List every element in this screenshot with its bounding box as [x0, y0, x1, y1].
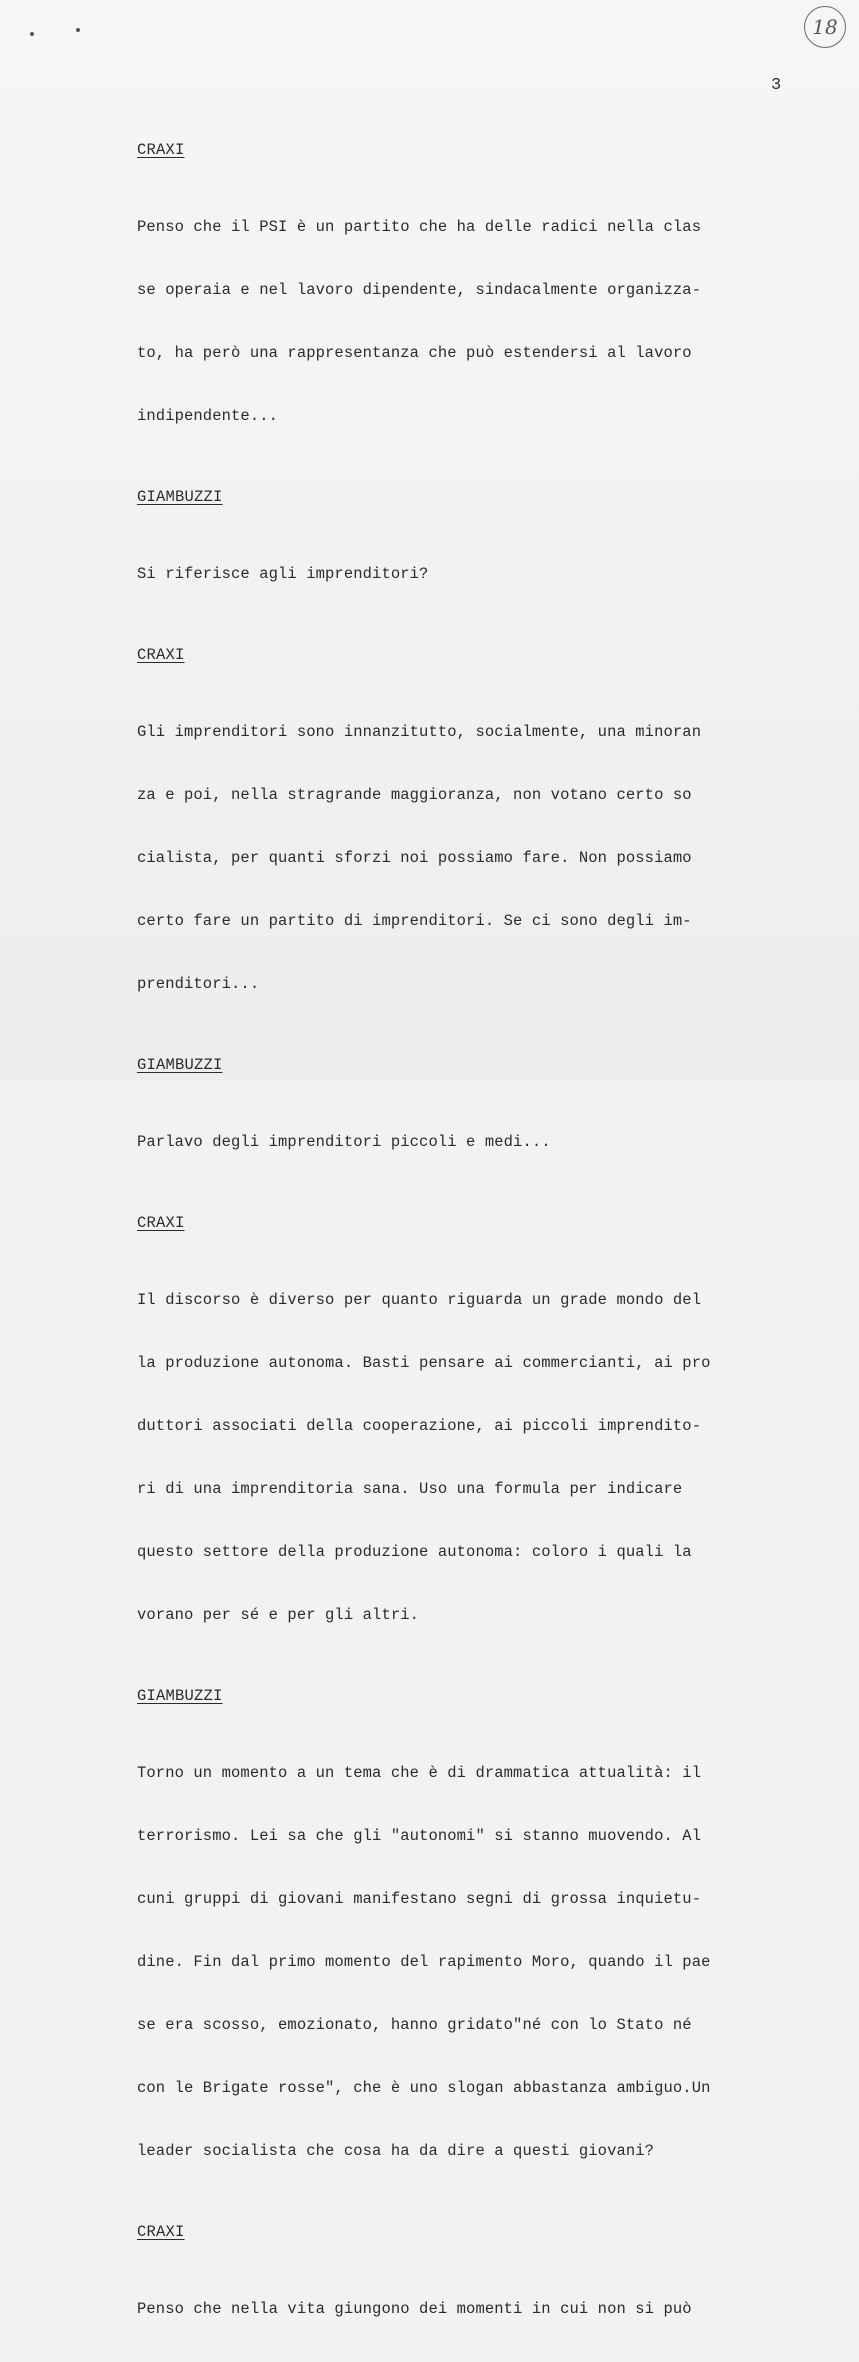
dialogue-block — [137, 1055, 797, 1195]
dialogue-block — [137, 2222, 797, 2362]
text-line: za e poi, nella stragrande maggioranza, non votano certo so — [137, 786, 692, 804]
speaker-name: GIAMBUZZI — [137, 488, 223, 506]
text-line: Penso che il PSI è un partito che ha delle radici nella clas — [137, 218, 702, 236]
page-number: 3 — [771, 76, 782, 95]
dialogue-text — [137, 1721, 797, 2204]
dialogue-block — [137, 140, 797, 469]
dialogue-text — [137, 175, 797, 469]
dialogue-text — [137, 680, 797, 1037]
text-line: terrorismo. Lei sa che gli "autonomi" si stanno muovendo. Al — [137, 1827, 702, 1845]
margin-dot — [76, 28, 80, 32]
speaker-name: CRAXI — [137, 141, 185, 159]
text-line: to, ha però una rappresentanza che può estendersi al lavoro — [137, 344, 692, 362]
text-line: Il discorso è diverso per quanto riguarda un grade mondo del — [137, 1291, 702, 1309]
dialogue-text — [137, 2257, 797, 2362]
dialogue-block — [137, 645, 797, 1037]
text-line: questo settore della produzione autonoma: coloro i quali la — [137, 1543, 692, 1561]
text-line: Gli imprenditori sono innanzitutto, socialmente, una minoran — [137, 723, 702, 741]
text-line: se era scosso, emozionato, hanno gridato"né con lo Stato né — [137, 2016, 692, 2034]
dialogue-text — [137, 1248, 797, 1668]
dialogue-block — [137, 487, 797, 627]
text-line: duttori associati della cooperazione, ai piccoli imprendito- — [137, 1417, 702, 1435]
text-line: Penso che nella vita giungono dei momenti in cui non si può — [137, 2300, 692, 2318]
speaker-name: CRAXI — [137, 646, 185, 664]
dialogue-block — [137, 1686, 797, 2204]
margin-dot — [30, 32, 34, 36]
text-line: vorano per sé e per gli altri. — [137, 1606, 420, 1624]
text-line: Torno un momento a un tema che è di drammatica attualità: il — [137, 1764, 702, 1782]
speaker-name: CRAXI — [137, 1214, 185, 1232]
speaker-name: CRAXI — [137, 2223, 185, 2241]
archive-stamp-number: 18 — [804, 6, 846, 48]
speaker-name: GIAMBUZZI — [137, 1056, 223, 1074]
text-line: certo fare un partito di imprenditori. Se ci sono degli im- — [137, 912, 692, 930]
text-line: Parlavo degli imprenditori piccoli e medi... — [137, 1133, 551, 1151]
text-line: cialista, per quanti sforzi noi possiamo fare. Non possiamo — [137, 849, 692, 867]
dialogue-text — [137, 1090, 797, 1195]
text-line: se operaia e nel lavoro dipendente, sindacalmente organizza- — [137, 281, 702, 299]
text-line: leader socialista che cosa ha da dire a questi giovani? — [137, 2142, 655, 2160]
text-line: con le Brigate rosse", che è uno slogan abbastanza ambiguo.Un — [137, 2079, 711, 2097]
speaker-name: GIAMBUZZI — [137, 1687, 223, 1705]
text-line: la produzione autonoma. Basti pensare ai commercianti, ai pro — [137, 1354, 711, 1372]
text-line: dine. Fin dal primo momento del rapimento Moro, quando il pae — [137, 1953, 711, 1971]
text-line: prenditori... — [137, 975, 260, 993]
dialogue-block — [137, 1213, 797, 1668]
text-line: Si riferisce agli imprenditori? — [137, 565, 429, 583]
dialogue-text — [137, 522, 797, 627]
text-line: cuni gruppi di giovani manifestano segni di grossa inquietu- — [137, 1890, 702, 1908]
interview-transcript — [137, 140, 797, 2362]
text-line: ri di una imprenditoria sana. Uso una formula per indicare — [137, 1480, 683, 1498]
text-line: indipendente... — [137, 407, 279, 425]
